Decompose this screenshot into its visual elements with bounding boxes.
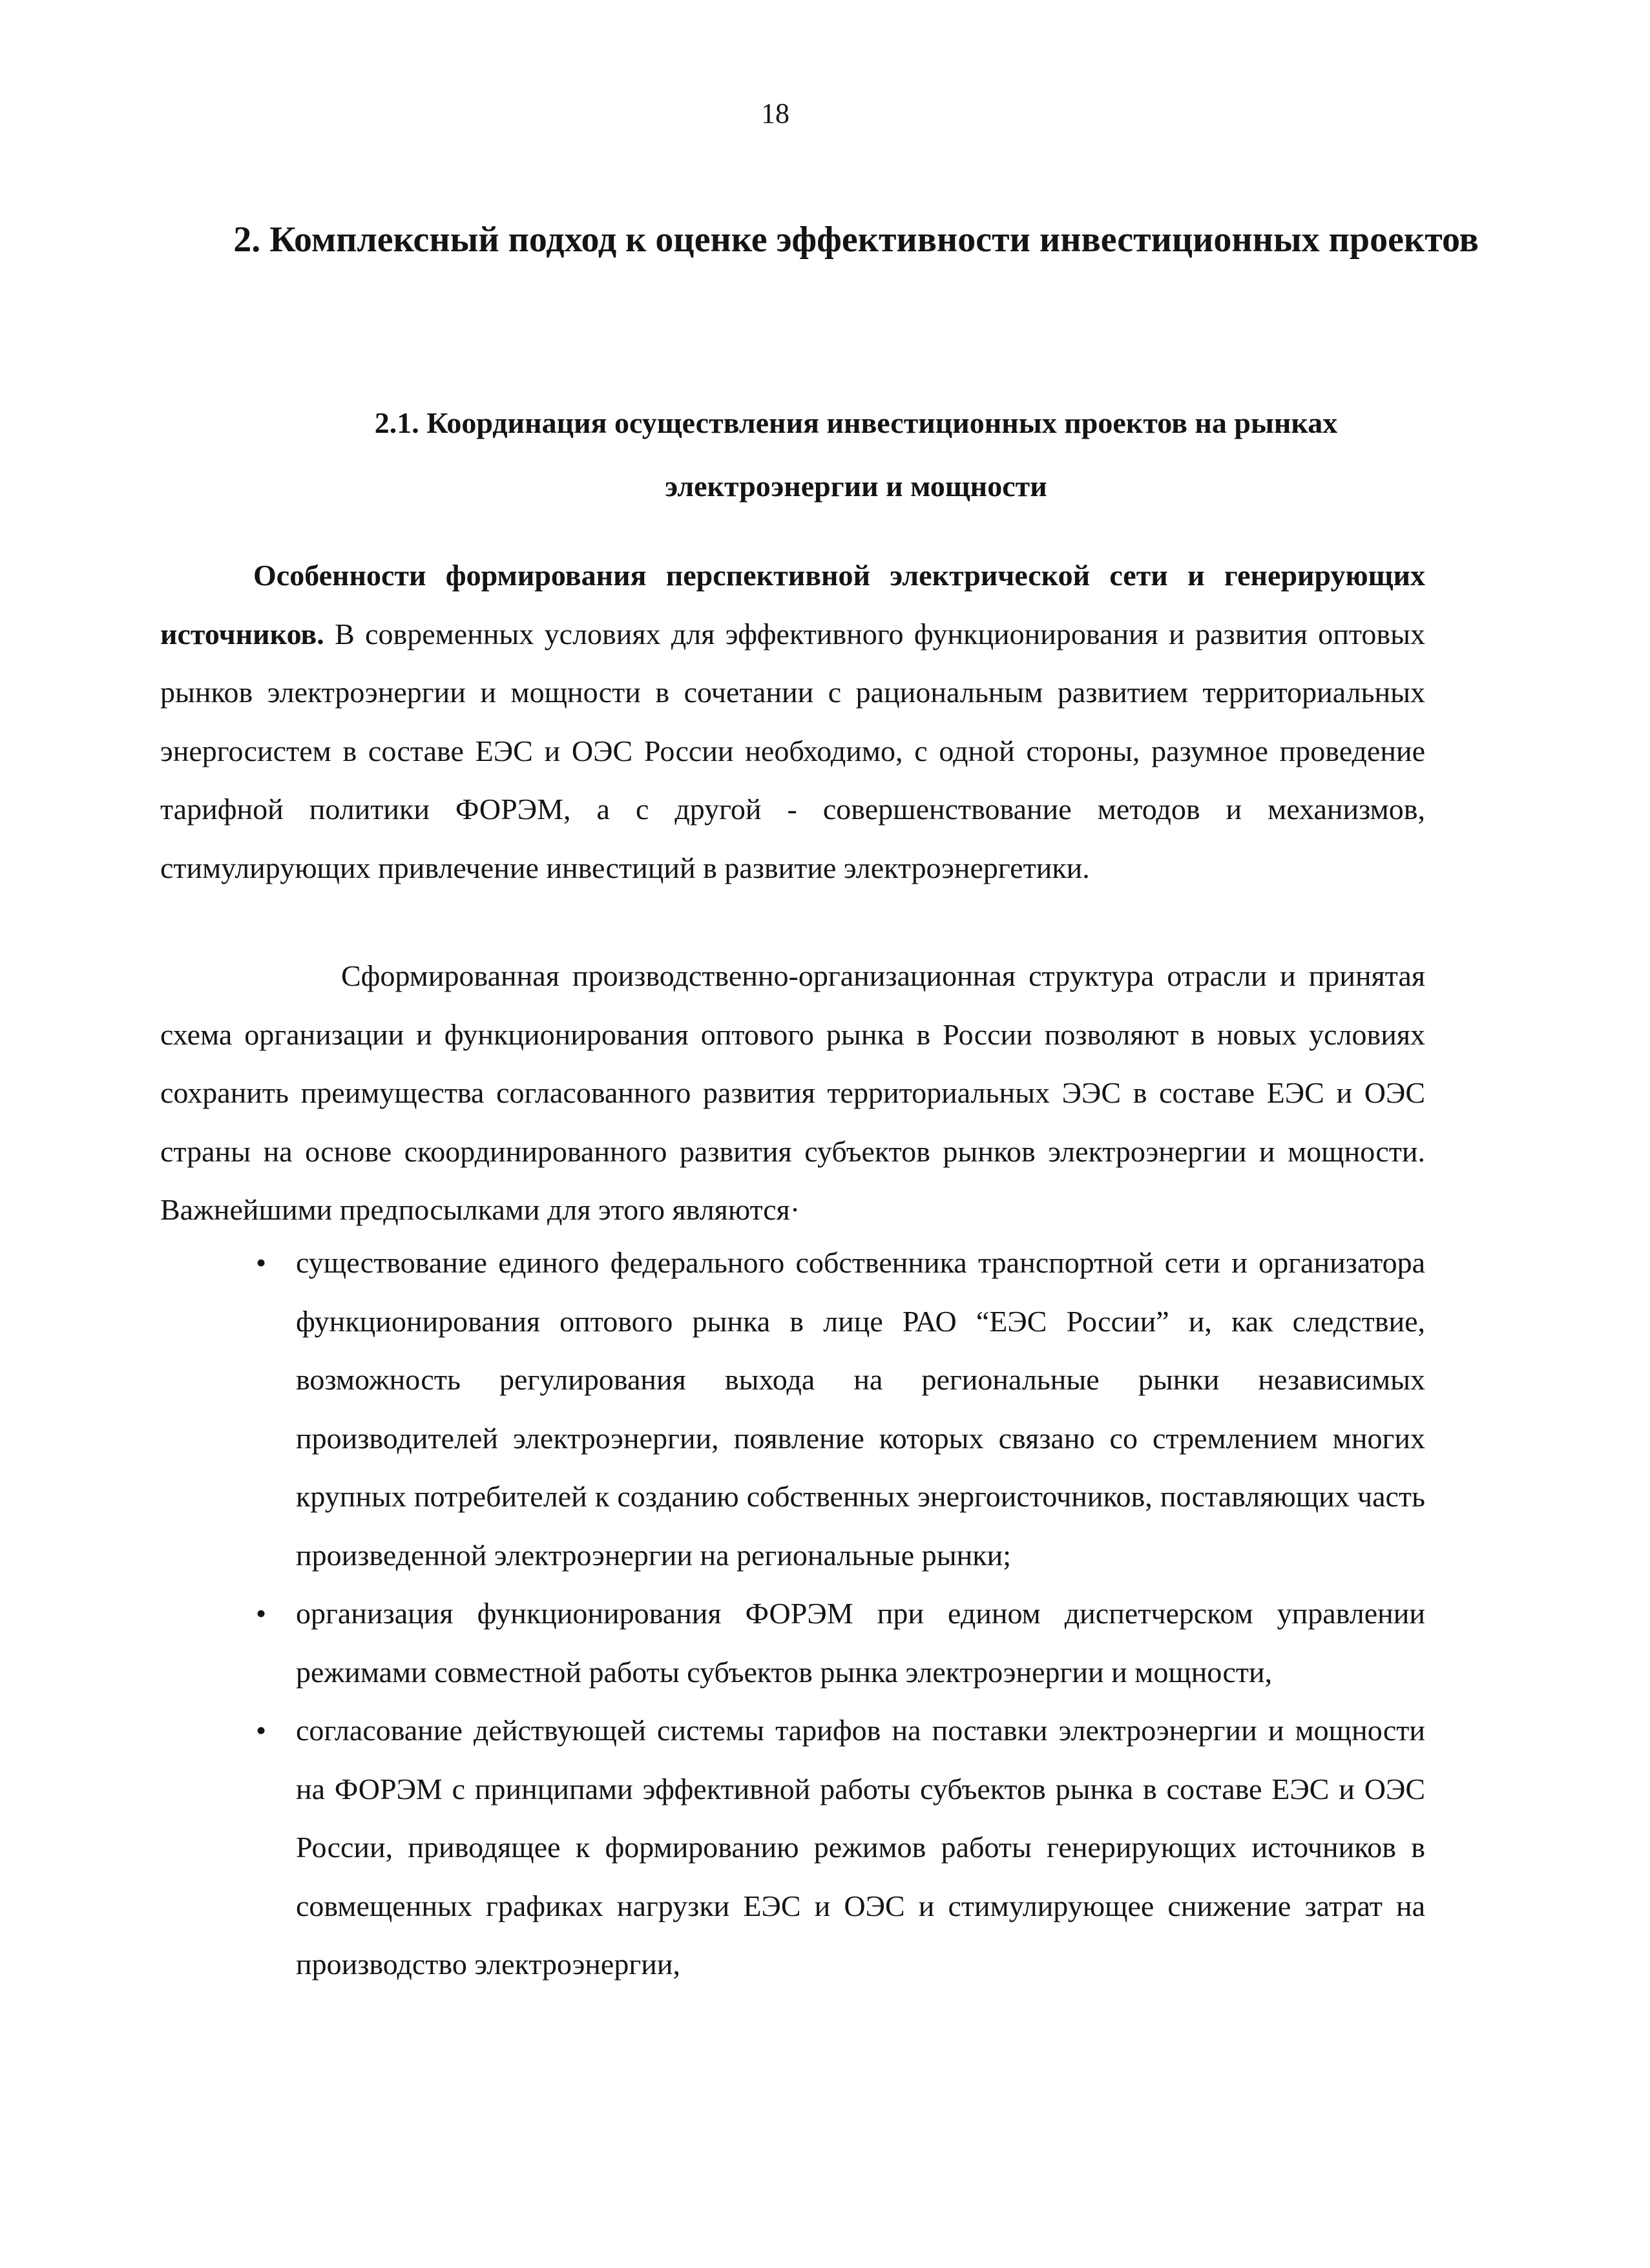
page-number: 18 — [761, 98, 789, 129]
bullet-icon: • — [255, 1597, 267, 1630]
section-title: 2.1. Координация осуществления инвестиционных проектов на рынках электроэнергии и мощности — [374, 406, 1338, 503]
paragraph-2: Сформированная производственно-организационная структура отрасли и принятая схема организации и функционирования оптового рынка в России позволяют в новых условиях сохранить преимущества согласованного развития территориальных ЭЭС в составе ЕЭС и ОЭС страны на основе скоординированного развития субъектов рынков электроэнергии и мощности. Важнейшими предпосылками для этого являются· — [160, 959, 1425, 1226]
paragraph-1-text: В современных условиях для эффективного функционирования и развития оптовых рынков электроэнергии и мощности в сочетании с рациональным развитием территориальных энергосистем в составе ЕЭС и ОЭС России необходимо, с одной стороны, разумное проведение тарифной политики ФОРЭМ, а с другой - совершенствование методов и механизмов, стимулирующих привлечение инвестиций в развитие электроэнергетики. — [160, 617, 1425, 884]
list-item-text: согласование действующей системы тарифов на поставки электроэнергии и мощности на ФОРЭМ с принципами эффективной работы субъектов рынка в составе ЕЭС и ОЭС России, приводящее к формированию режимов работы генерирующих источников в совмещенных графиках нагрузки ЕЭС и ОЭС и стимулирующее снижение затрат на производство электроэнергии, — [296, 1714, 1425, 1981]
preconditions-list — [160, 1234, 1425, 1994]
bullet-icon: • — [255, 1246, 267, 1279]
list-item — [160, 1585, 1425, 1701]
list-item-text: существование единого федерального собственника транспортной сети и организатора функционирования оптового рынка в лице РАО “ЕЭС России” и, как следствие, возможность регулирования выхода на региональные рынки независимых производителей электроэнергии, появление которых связано со стремлением многих крупных потребителей к созданию собственных энергоисточников, поставляющих часть произведенной электроэнергии на региональные рынки; — [296, 1246, 1425, 1572]
paragraph-1-lead: Особенности формирования перспективной электрической сети и генерирующих источников. — [160, 559, 1425, 650]
chapter-title: 2. Комплексный подход к оценке эффективности инвестиционных проектов — [233, 220, 1479, 260]
list-item — [160, 1701, 1425, 1994]
list-item-text: организация функционирования ФОРЭМ при едином диспетчерском управлении режимами совместной работы субъектов рынка электроэнергии и мощности, — [296, 1597, 1425, 1689]
bullet-icon: • — [255, 1714, 267, 1747]
list-item — [160, 1234, 1425, 1585]
paragraph-1 — [160, 546, 1425, 897]
